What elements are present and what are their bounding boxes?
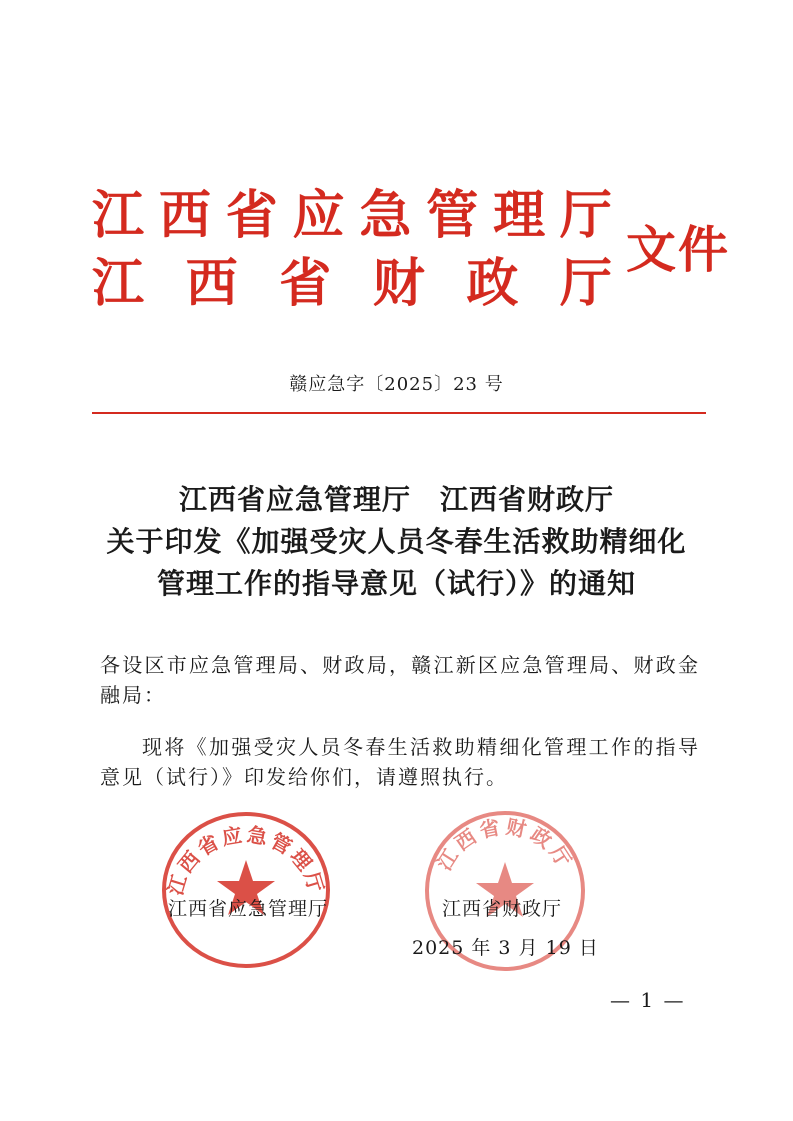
header-char: 财 [372,254,425,314]
header-char: 江 [92,254,145,314]
official-seal-emergency [160,810,332,970]
page-number: — 1 — [610,988,686,1012]
header-char: 厅 [559,254,612,314]
header-line-emergency-dept [92,186,612,246]
header-char: 急 [359,186,412,246]
seal-text: 江西省应急管理厅 [162,822,330,898]
header-char: 管 [426,186,479,246]
header-suffix: 文件 [626,221,730,279]
title-line-3: 管理工作的指导意见（试行）》的通知 [156,567,636,600]
title-line-2: 关于印发《加强受灾人员冬春生活救助精细化 [106,525,687,558]
header-char: 应 [292,186,345,246]
body-paragraph: 现将《加强受灾人员冬春生活救助精细化管理工作的指导意见（试行）》印发给你们，请遵照执行。 [100,735,700,789]
header-char: 理 [493,186,546,246]
header-char: 省 [225,186,278,246]
header-divider [92,412,706,414]
header-line-finance-dept [92,254,612,314]
header-char: 厅 [559,186,612,246]
signature-finance-dept: 江西省财政厅 [442,898,563,920]
recipients: 各设区市应急管理局、财政局，赣江新区应急管理局、财政金融局： [100,653,700,707]
header-char: 江 [92,186,145,246]
header-char: 西 [158,186,211,246]
header-char: 西 [185,254,238,314]
signature-emergency-dept: 江西省应急管理厅 [168,898,329,920]
title-line-1: 江西省应急管理厅 江西省财政厅 [178,483,614,516]
seal-text: 江西省财政厅 [431,814,579,875]
issue-date: 2025 年 3 月 19 日 [412,937,599,959]
document-number: 赣应急字〔2025〕23 号 [289,374,504,395]
header-char: 省 [279,254,332,314]
header-char: 政 [466,254,519,314]
